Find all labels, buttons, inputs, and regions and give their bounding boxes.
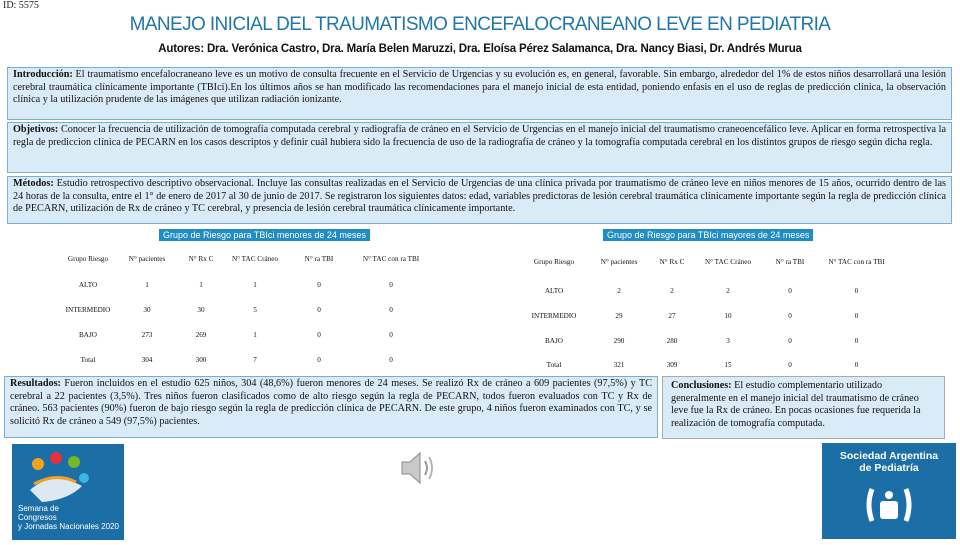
table-cell: 309	[666, 361, 678, 369]
methods-text: Estudio retrospectivo descriptivo observacional. Incluye las consultas realizadas en el Servicio de Urgencias de una clínica privada por traumatismo de cráneo leve en niños menores de 15 años, ocurrido dentro de las 24 horas de la consulta, entre el 1° de enero de 2017 al 30 de junio de 2017. Se registraron los siguientes datos: edad, variables predictoras de lesión cerebral traumática clínicamente importante según la regla de predicción clínica de PECARN, utilización de Rx de cráneo y TC cerebral, y presencia de lesión cerebral traumática clínicamente importante.	[13, 178, 946, 215]
table-cell: 1	[253, 331, 257, 339]
table-cell: 0	[854, 287, 859, 295]
table-cell: 2	[670, 287, 674, 295]
table-cell: Total	[546, 361, 562, 369]
table-cell: 2	[726, 287, 730, 295]
sap-line-2: de Pediatría	[859, 462, 919, 474]
table-cell: 0	[854, 361, 859, 369]
table-row	[520, 304, 895, 328]
objectives-text: Conocer la frecuencia de utilización de tomografía computada cerebral y radiografía de cráneo en el Servicio de Urgencias en el manejo inicial del traumatismo craneoencefálico leve. Aplicar en forma retrospectiva la regla de prediccion clínica de PECARN en los casos descriptos y definir cuál hubiera sido la frecuencia de uso de la radiografía de cráneo y la tomografía computada cerebral en los distintos grupos de riesgo según dicha regla.	[13, 124, 946, 148]
table-header-cell: Grupo Riesgo	[533, 258, 575, 266]
audio-speaker-icon[interactable]	[398, 448, 440, 493]
poster-id: ID: 5575	[3, 0, 39, 11]
table-cell: 0	[854, 312, 859, 320]
table-cell: 30	[143, 306, 151, 314]
results-text: Fueron incluidos en el estudio 625 niños, 304 (48,6%) fueron menores de 24 meses. Se realizó Rx de cráneo a 609 pacientes (97,5%) y TC cerebral a 22 pacientes (3,5%). Tres niños fueron clasificados como de alto riesgo según la regla de PECARN, todos fueron evaluados con TC y Rx de cráneo. 563 pacientes (90%) fueron de bajo riesgo según la regla de predicción clínica de PECARN. De este grupo, 4 niños fueron examinados con TC, y se solicitó Rx de cráneo a 549 (97,5%) pacientes.	[10, 378, 652, 427]
semana-line-1: Semana de	[18, 504, 59, 513]
table-cell: 273	[141, 331, 153, 339]
table-cell: 0	[389, 356, 393, 364]
introduction-label: Introducción:	[13, 69, 73, 80]
table-cell: INTERMEDIO	[65, 306, 111, 314]
table-cell: 0	[788, 361, 792, 369]
table-cell: 0	[317, 306, 321, 314]
semana-line-2: Congresos	[18, 513, 57, 522]
table-cell: ALTO	[78, 281, 98, 289]
table-cell: 7	[253, 356, 257, 364]
results-label: Resultados:	[10, 378, 61, 389]
table-cell: 280	[666, 337, 678, 345]
table-cell: INTERMEDIO	[531, 312, 577, 320]
table-cell: 0	[788, 337, 792, 345]
objectives-section	[7, 122, 952, 173]
methods-label: Métodos:	[13, 178, 54, 189]
table-cell: 5	[253, 306, 257, 314]
table-header-row	[60, 246, 430, 272]
table-cell: 1	[199, 281, 203, 289]
results-section	[4, 376, 658, 438]
table-header-cell: Grupo Riesgo	[67, 255, 109, 263]
table-row	[520, 278, 895, 304]
table-cell: 0	[317, 356, 321, 364]
introduction-text: El traumatismo encefalocraneano leve es un motivo de consulta frecuente en el Servicio de Urgencias y su evolución es, en general, favorable. Sin embargo, alrededor del 1% de estos niños desarrollará una lesión cerebral traumática clínicamente importante (TBIci).En los últimos años se han modificado las recomendaciones para el manejo inicial de esta entidad, poniendo enfasis en el uso de reglas de predicción clínica, la observación clínica y la utilización prudente de las imágenes que utilizan radiación ionizante.	[13, 69, 946, 106]
table-row	[60, 322, 430, 348]
table-left-caption: Grupo de Riesgo para TBIci menores de 24 meses	[159, 229, 370, 241]
table-header-cell: N° ra TBI	[775, 258, 805, 266]
table-header-cell: N° TAC Cráneo	[704, 258, 752, 266]
table-cell: 29	[615, 312, 623, 320]
table-cell: 304	[141, 356, 153, 364]
table-cell: BAJO	[545, 337, 563, 345]
table-cell: 2	[617, 287, 621, 295]
table-header-cell: N° TAC con ra TBI	[828, 258, 885, 266]
introduction-section	[7, 67, 952, 120]
table-cell: 27	[668, 312, 676, 320]
table-header-cell: N° ra TBI	[304, 255, 334, 263]
table-cell: 300	[195, 356, 207, 364]
table-row	[520, 328, 895, 354]
table-row	[60, 272, 430, 298]
table-cell: 0	[317, 331, 321, 339]
table-cell: 30	[197, 306, 205, 314]
conclusions-text: El estudio complementario utilizado generalmente en el manejo inicial del traumatismo de cráneo leve fue la Rx de cráneo. En pocas ocasiones fue requerida la realización de tomografía computada.	[671, 380, 921, 429]
page-title: MANEJO INICIAL DEL TRAUMATISMO ENCEFALOCRANEANO LEVE EN PEDIATRIA	[129, 14, 831, 35]
methods-section	[7, 176, 952, 224]
table-cell: 0	[389, 331, 393, 339]
table-cell: 0	[854, 337, 859, 345]
table-header-cell: N° Rx C	[188, 255, 214, 263]
table-row	[520, 354, 895, 376]
table-row	[60, 348, 430, 372]
table-cell: 321	[613, 361, 625, 369]
risk-table-over-24-months	[520, 246, 895, 376]
table-right-caption: Grupo de Riesgo para TBIci mayores de 24 meses	[603, 229, 813, 241]
sap-line-1: Sociedad Argentina	[839, 450, 939, 462]
table-cell: 269	[195, 331, 207, 339]
table-cell: 10	[724, 312, 732, 320]
table-cell: 0	[389, 281, 393, 289]
risk-table-under-24-months	[60, 246, 430, 372]
sap-logo	[822, 443, 956, 539]
table-cell: 15	[724, 361, 732, 369]
table-cell: 1	[145, 281, 149, 289]
conclusions-section	[662, 376, 945, 439]
table-cell: 0	[788, 287, 792, 295]
table-cell: 0	[788, 312, 792, 320]
table-header-cell: N° TAC Cráneo	[231, 255, 279, 263]
table-row	[60, 298, 430, 322]
table-cell: 3	[726, 337, 730, 345]
semana-congresos-logo	[12, 444, 124, 540]
semana-line-3: y Jornadas Nacionales 2020	[18, 522, 119, 531]
table-cell: BAJO	[79, 331, 97, 339]
objectives-label: Objetivos:	[13, 124, 59, 135]
table-header-cell: N° pacientes	[600, 258, 638, 266]
conclusions-label: Conclusiones:	[671, 380, 732, 391]
table-cell: Total	[80, 356, 96, 364]
table-header-cell: N° Rx C	[659, 258, 685, 266]
table-header-cell: N° TAC con ra TBI	[362, 255, 420, 263]
table-cell: 290	[613, 337, 625, 345]
authors-line: Autores: Dra. Verónica Castro, Dra. María Belen Maruzzi, Dra. Eloísa Pérez Salamanca, Dra. Nancy Biasi, Dr. Andrés Murua	[158, 43, 802, 55]
table-cell: 0	[317, 281, 321, 289]
table-header-row	[520, 246, 895, 278]
table-cell: ALTO	[544, 287, 564, 295]
table-cell: 1	[253, 281, 257, 289]
table-cell: 0	[389, 306, 393, 314]
table-header-cell: N° pacientes	[128, 255, 166, 263]
